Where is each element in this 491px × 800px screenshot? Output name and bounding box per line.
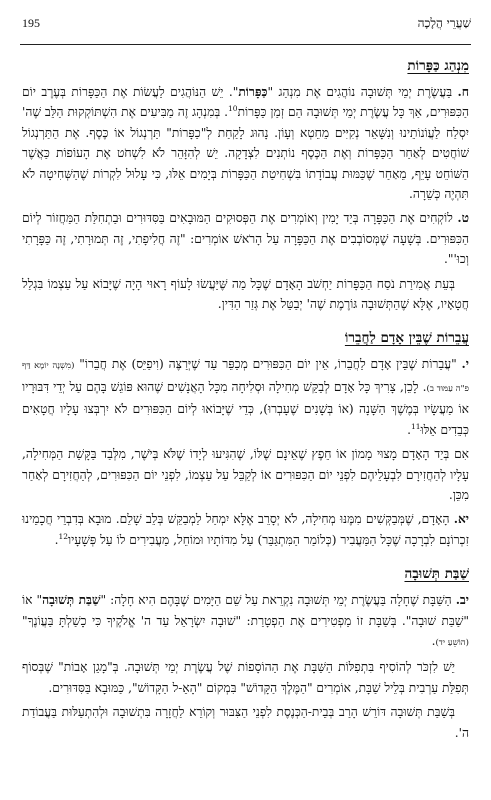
section-title: עֲבֵרוֹת שֶׁבֵּין אָדָם לַחֲבֵרוֹ: [344, 330, 469, 347]
text-run: . לָכֵן, צָרִיךְ כָּל אָדָם לְבַקֵּשׁ מְחִילָה וּסְלִיחָה מִכָּל הָאֲנָשִׁים שֶׁהוּא פּוֹגֵשׁ בָּהֶם עַל יְדֵי דִּבּוּרָיו אוֹ מַעֲשָׂיו בְּמֶשֶׁךְ הַשָּׁנָה (אוֹ בְּשָׁנִים שֶׁעָבְרוּ), כְּדֵי שֶׁיָּבוֹאוּ לְיוֹם הַכִּפּוּרִים לֹא יִרְבְּצוּ עָלָיו חֲטָאִים כְּבֵדִים אֵלּוּ: [22, 379, 469, 437]
page-number: 195: [22, 16, 40, 30]
text-run: לוֹקְחִים אֶת הַכַּפָּרָה בְּיַד יָמִין וְאוֹמְרִים אֶת הַפְּסוּקִים הַמּוּבָאִים בַּסִּדּוּרִים וּבַתְחִלַּת הַמַּחֲזוֹר לְיוֹם הַכִּפּוּרִים. בְּשָׁעָה שֶׁמְּסוֹבְבִים אֶת הַכַּפָּרָה עַל הָרֹאשׁ אוֹמְרִים: "זֶה חֲלִיפָתִי, זֶה תְּמוּרָתִי, זֶה כַּפָּרָתִי וְכוּ'".: [22, 211, 469, 267]
running-title: שַׁעֲרֵי הֲלָכָה: [417, 16, 471, 30]
text-run: "עֲבֵרוֹת שֶׁבֵּין אָדָם לַחֲבֵרוֹ, אֵין יוֹם הַכִּפּוּרִים מְכַפֵּר עַד שֶׁיְּרַצֶּה (וִיפַיֵּס) אֶת חֲבֵרוֹ": [74, 357, 462, 372]
header-rule: [20, 44, 471, 45]
paragraph-label: ח.: [457, 85, 469, 99]
paragraph-label: ט.: [457, 211, 469, 226]
footnote-marker: 12: [58, 531, 68, 541]
page-header: [22, 16, 471, 34]
text-run: .: [54, 532, 59, 547]
text-run: ". יֵשׁ הַנּוֹהֲגִים לַעֲשׂוֹת אֶת הַכַּפָּרוֹת בְּעֶרֶב יוֹם הַכִּפּוּרִים, אַךְ כָּל עֲשֶׂרֶת יְמֵי תְּשׁוּבָה הֵם זְמַן כַּפָּרוֹת: [22, 85, 470, 120]
text-run: יֵשׁ לִזְכֹּר לְהוֹסִיף בִּתְפִלּוֹת הַשַּׁבָּת אֶת הַהוֹסָפוֹת שֶׁל עֲשֶׂרֶת יְמֵי תְּשׁוּבָה. בְּ"מָגֵן אָבוֹת" שֶׁבְּסוֹף תְּפִלַּת עַרְבִית בְּלֵיל שַׁבָּת, אוֹמְרִים "הַמֶּלֶךְ הַקָּדוֹשׁ" בִּמְקוֹם "הָאֵ-ל הַקָּדוֹשׁ", כַּמּוּבָא בַּסִּדּוּרִים.: [22, 660, 469, 695]
text-run: .: [407, 422, 411, 437]
section-kaparot: [22, 56, 469, 314]
paragraph: [22, 274, 469, 315]
page-content: [22, 56, 469, 747]
paragraph: [22, 590, 469, 653]
paragraph-label: יא.: [453, 512, 469, 527]
text-run: אִם בְּיַד הָאָדָם מָצוּי מָמוֹן אוֹ חֵפֶץ שֶׁאֵינָם שֶׁלּוֹ, שֶׁהִגִּיעוּ לְיָדוֹ שֶׁלֹּא בְּיֹשֶׁר, מִלְּבַד בַּקָּשַׁת הַמְּחִילָה, עָלָיו לְהַחֲזִירָם לִבְעָלֵיהֶם לִפְנֵי יוֹם הַכִּפּוּרִים אוֹ לְקַבֵּל עַל עַצְמוֹ, לִפְנֵי יוֹם הַכִּפּוּרִים, לְהַחֲזִירָם לְאַחַר מִכֵּן.: [22, 447, 469, 502]
footnote-marker: 10: [228, 104, 238, 114]
section-between-man-and-fellow: [22, 328, 469, 550]
bold-term: שַׁבַּת תְּשׁוּבָה: [42, 593, 101, 608]
paragraph: [22, 509, 469, 550]
paragraph: [22, 82, 469, 204]
source-citation: (הוֹשֵׁעַ יד): [435, 637, 469, 648]
paragraph: [22, 444, 469, 505]
paragraph: [22, 702, 469, 743]
paragraph: [22, 208, 469, 269]
text-run: " אוֹ "שַׁבַּת שׁוּבָה". בְּשַׁבָּת זוֹ מַפְטִירִים אֶת הַפְטָרַת: "שׁוּבָה יִשְׂרָאֵל עַד ה' אֱלֹקֶיךָ כִּי כָשַׁלְתָּ בַּעֲוֹנֶךָ": [22, 593, 469, 628]
paragraph: [22, 657, 469, 698]
paragraph-label: יב.: [455, 593, 469, 608]
paragraph: [22, 354, 469, 440]
section-shabbat-teshuva: [22, 564, 469, 743]
text-run: בְּעֵת אֲמִירַת נֹסַח הַכַּפָּרוֹת יַחְשֹׁב הָאָדָם שֶׁכָּל מַה שֶּׁיַּעֲשׂוּ לָעוֹף רָאוּי הָיָה שֶׁיָּבוֹא עַל עַצְמוֹ בִּגְלַל חֲטָאָיו, אֶלָּא שֶׁהַתְּשׁוּבָה גּוֹרֶמֶת שֶׁה' יְבַטֵּל אֶת גְּזַר הַדִּין.: [22, 276, 469, 312]
bold-term: כַּפָּרוֹת: [238, 85, 268, 99]
text-run: בַּעֲשֶׂרֶת יְמֵי תְּשׁוּבָה נוֹהֲגִים אֶת מִנְהַג ": [267, 85, 458, 99]
footnote-marker: 11: [410, 421, 421, 431]
paragraph-label: י.: [461, 357, 469, 372]
text-run: . בְּמִנְהָג זֶה מַבִּיעִים אֶת הִשְׁתּוֹקְקוּת הַלֵּב שֶׁה' יִסְלַח לַעֲוֹנוֹתֵינוּ וְנִשָּׁאֵר נְקִיִּים מֵחֵטְא וְעָוֹן. נָהוּג לָקַחַת לְ"כַפָּרוֹת" תַּרְנְגוֹל אוֹ כֶּסֶף. אֶת הַתַּרְנְגוֹל שׁוֹחֲטִים לְאַחַר הַכַּפָּרוֹת וְאֶת הַכֶּסֶף נוֹתְנִים לִצְדָקָה. יֵשׁ לְהִזָּהֵר לֹא לִשְׁחֹט אֶת הָעוֹפוֹת כַּאֲשֶׁר הַשּׁוֹחֵט עָיֵף, מֵאַחַר שֶׁכַּמּוּת עֲבוֹדָתוֹ בִּשְׁחִיטַת הַכַּפָּרוֹת בְּיָמִים אֵלּוּ, כִּי עָלוּל לִקְרוֹת שֶׁהַשְּׁחִיטָה לֹא תִּהְיֶה כְּשֵׁרָה.: [22, 105, 469, 202]
source-citation: (מִשְׁנָה יוֹמָא דַּף פ"ה עַמּוּד ב): [22, 361, 469, 394]
section-title: שַׁבַּת תְּשׁוּבָה: [404, 566, 469, 583]
text-run: בְּשַׁבַּת תְּשׁוּבָה דּוֹרֵשׁ הָרַב בְּבֵית-הַכְּנֶסֶת לִפְנֵי הַצִּבּוּר וְקוֹרֵא לַחֲזָרָה בִּתְשׁוּבָה וּלְהִתְעַלּוּת בַּעֲבוֹדַת ה'.: [22, 705, 469, 740]
text-run: הַשַּׁבָּת שֶׁחָלָה בַּעֲשֶׂרֶת יְמֵי תְּשׁוּבָה נִקְרֵאת עַל שֵׁם הַיָּמִים שֶׁבָּהֶם הִיא חָלָה: ": [100, 593, 456, 608]
text-run: .: [431, 633, 436, 648]
section-title: מִנְהַג כַּפָּרוֹת: [407, 58, 469, 74]
text-run: הָאָדָם, שֶׁמְּבַקְּשִׁים מִמֶּנּוּ מְחִילָה, לֹא יְסָרֵב אֶלָּא יִמְחַל לַמְבַקֵּשׁ בְּלֵב שָׁלֵם. מוּבָא בְּדִבְרֵי חֲכָמֵינוּ זִכְרוֹנָם לִבְרָכָה שֶׁכָּל הַמַּעֲבִיר (כְּלוֹמַר הַמִּתְגַּבֵּר) עַל מִדּוֹתָיו וּמוֹחֵל, מַעֲבִירִים לוֹ עַל פְּשָׁעָיו: [22, 512, 469, 547]
